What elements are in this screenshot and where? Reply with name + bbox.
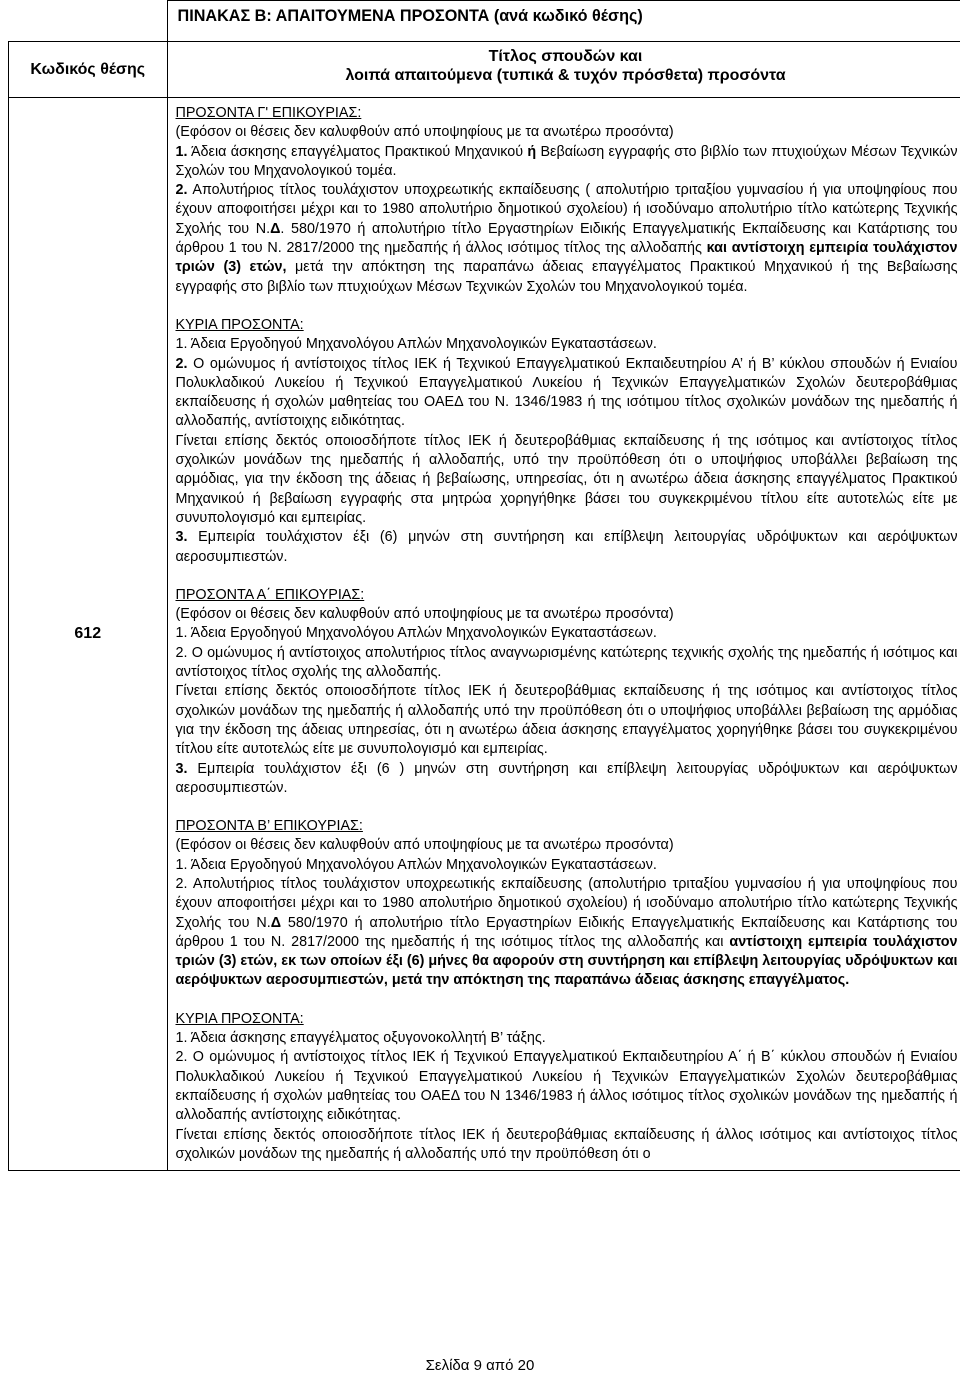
requirements-table	[8, 0, 960, 1171]
qualifications-cell	[167, 98, 960, 1171]
header-qualifications-line2: λοιπά απαιτούμενα (τυπικά & τυχόν πρόσθετα) προσόντα	[345, 67, 786, 84]
main-qualifications-2-item-2: 2. Ο ομώνυμος ή αντίστοιχος τίτλος ΙΕΚ ή Τεχνικού Επαγγελματικού Εκπαιδευτηρίου Α΄ ή Β΄ κύκλου σπουδών ή Ενιαίου Πολυκλαδικού Λυκείου ή Τεχνικού Επαγγελματικού Λυκείου ή Τεχνικών Επαγγελματικών Σχολών δευτεροβάθμιας εκπαίδευσης ή σχολών μαθητείας του ΟΑΕΔ του Ν 1346/1983 ή άλλος ισότιμος τίτλος σχολικών μονάδων της ημεδαπής ή αλλοδαπής αντίστοιχης ειδικότητας.	[175, 1049, 958, 1124]
title-spacer	[9, 1, 168, 42]
document-page	[8, 0, 958, 1171]
main-qualifications-2-heading: ΚΥΡΙΑ ΠΡΟΣΟΝΤΑ:	[175, 1010, 304, 1027]
section-a-item-3: 3. Εμπειρία τουλάχιστον έξι (6 ) μηνών στη συντήρηση και επίβλεψη λειτουργίας υδρόψυκτων και αερόψυκτων αεροσυμπιεστών.	[175, 760, 958, 796]
section-a-paragraph: Γίνεται επίσης δεκτός οποιοσδήποτε τίτλος ΙΕΚ ή δευτεροβάθμιας εκπαίδευσης ή της ισότιμος και αντίστοιχος τίτλος σχολικών μονάδων της ημεδαπής ή αλλοδαπής υπό την προϋπόθεση ότι ο υποψήφιος υποβάλλει βεβαίωση της αρμόδιας για την έκδοση της άδειας υπηρεσίας, ότι η ανωτέρω άδεια άσκησης επαγγέλματος χορηγήθηκε βάσει του συγκεκριμένου τίτλου είτε αυτοτελώς είτε με συνυπολογισμό και εμπειρίας.	[175, 683, 958, 758]
section-b-heading: ΠΡΟΣΟΝΤΑ Β’ ΕΠΙΚΟΥΡΙΑΣ:	[175, 818, 363, 835]
main-qualifications-item-2: 2. Ο ομώνυμος ή αντίστοιχος τίτλος ΙΕΚ ή Τεχνικού Επαγγελματικού Εκπαιδευτηρίου Α’ ή Β’ κύκλου σπουδών ή Ενιαίου Πολυκλαδικού Λυκείου ή Τεχνικού Επαγγελματικού Λυκείου ή Τεχνικών Επαγγελματικών Σχολών δευτεροβάθμιας εκπαίδευσης ή σχολών μαθητείας του ΟΑΕΔ του Ν. 1346/1983 ή της ισότιμου τίτλος σχολικών μονάδων της ημεδαπής ή αλλοδαπής, αντίστοιχης ειδικότητας.	[175, 355, 958, 430]
main-qualifications-heading: ΚΥΡΙΑ ΠΡΟΣΟΝΤΑ:	[175, 316, 304, 333]
page-number-footer: Σελίδα 9 από 20	[425, 1357, 535, 1374]
section-a-heading: ΠΡΟΣΟΝΤΑ Α΄ ΕΠΙΚΟΥΡΙΑΣ:	[175, 586, 365, 603]
section-b-item-2: 2. Απολυτήριος τίτλος τουλάχιστον υποχρεωτικής εκπαίδευσης (απολυτήριο τριταξίου γυμνασίου ή για υποψηφίους που έχουν αποφοιτήσει μέχρι και το 1980 απολυτήριο δημοτικού σχολείου) ή ισοδύναμο απολυτήριο τίτλο κατώτερης Τεχνικής Σχολής του Ν.Δ 580/1970 ή απολυτήριο τίτλο Εργαστηρίων Ειδικής Επαγγελματικής Εκπαίδευσης και Κατάρτισης του άρθρου 1 του Ν. 2817/2000 της ημεδαπής ή της ισότιμος τίτλος της αλλοδαπής και αντίστοιχη εμπειρία τουλάχιστον τριών (3) ετών, εκ των οποίων έξι (6) μήνες θα αφορούν στη συντήρηση και επίβλεψη λειτουργίας υδρόψυκτων και αερόψυκτων αεροσυμπιεστών, μετά την απόκτηση της παραπάνω άδειας άσκησης επαγγέλματος.	[175, 875, 958, 989]
main-qualifications-item-1: 1. Άδεια Εργοδηγού Μηχανολόγου Απλών Μηχανολογικών Εγκαταστάσεων.	[175, 336, 657, 353]
section-g-note: (Εφόσον οι θέσεις δεν καλυφθούν από υποψηφίους με τα ανωτέρω προσόντα)	[175, 124, 674, 141]
header-qualifications	[167, 42, 960, 98]
section-a-item-2: 2. Ο ομώνυμος ή αντίστοιχος απολυτήριος τίτλος αναγνωρισμένης κατώτερης τεχνικής σχολής της ημεδαπής ή ισότιμος και αντίστοιχος τίτλος σχολής της αλλοδαπής.	[175, 644, 958, 681]
header-qualifications-line1: Τίτλος σπουδών και	[488, 48, 643, 65]
section-a-item-1: 1. Άδεια Εργοδηγού Μηχανολόγου Απλών Μηχανολογικών Εγκαταστάσεων.	[175, 625, 657, 642]
table-title: ΠΙΝΑΚΑΣ Β: ΑΠΑΙΤΟΥΜΕΝΑ ΠΡΟΣΟΝΤΑ (ανά κωδικό θέσης)	[167, 1, 960, 42]
section-a-note: (Εφόσον οι θέσεις δεν καλυφθούν από υποψηφίους με τα ανωτέρω προσόντα)	[175, 606, 674, 623]
section-b-item-1: 1. Άδεια Εργοδηγού Μηχανολόγου Απλών Μηχανολογικών Εγκαταστάσεων.	[175, 856, 657, 873]
main-qualifications-item-3: 3. Εμπειρία τουλάχιστον έξι (6) μηνών στη συντήρηση και επίβλεψη λειτουργίας υδρόψυκτων και αερόψυκτων αεροσυμπιεστών.	[175, 529, 958, 565]
main-qualifications-paragraph: Γίνεται επίσης δεκτός οποιοσδήποτε τίτλος ΙΕΚ ή δευτεροβάθμιας εκπαίδευσης ή της ισότιμος και αντίστοιχος τίτλος σχολικών μονάδων της ημεδαπής ή αλλοδαπής, υπό την προϋπόθεση ότι ο υποψήφιος υποβάλλει βεβαίωση της αρμόδιας, για την έκδοση της άδειας ή βεβαίωσης, υπηρεσίας, ότι η ανωτέρω άδεια άσκησης επαγγέλματος Πρακτικού Μηχανικού ή βεβαίωση εγγραφής στα μητρώα χορηγήθηκε βάσει του συγκεκριμένου τίτλου είτε αυτοτελώς είτε με συνυπολογισμό και εμπειρίας.	[175, 432, 958, 526]
main-qualifications-2-item-1: 1. Άδεια άσκησης επαγγέλματος οξυγονοκολλητή Β’ τάξης.	[175, 1030, 546, 1047]
section-g-heading: ΠΡΟΣΟΝΤΑ Γ' ΕΠΙΚΟΥΡΙΑΣ:	[175, 105, 362, 121]
position-code-cell: 612	[9, 98, 168, 1171]
section-g-item-2: 2. Απολυτήριος τίτλος τουλάχιστον υποχρεωτικής εκπαίδευσης ( απολυτήριο τριταξίου γυμνασίου ή για υποψηφίους που έχουν αποφοιτήσει μέχρι και το 1980 απολυτήριο δημοτικού σχολείου) ή ισοδύναμο απολυτήριο τίτλο κατώτερης Τεχνικής Σχολής του Ν.Δ. 580/1970 ή απολυτήριο τίτλο Εργαστηρίων Ειδικής Επαγγελματικής Εκπαίδευσης και Κατάρτισης του άρθρου 1 του Ν. 2817/2000 της ημεδαπής ή άλλος ισότιμος τίτλος της αλλοδαπής και αντίστοιχη εμπειρία τουλάχιστον τριών (3) ετών, μετά την απόκτηση της παραπάνω άδειας επαγγέλματος Πρακτικού Μηχανικού ή της Βεβαίωσης εγγραφής στο βιβλίο των πτυχιούχων Μέσων Τεχνικών Σχολών του Μηχανολογικού τομέα.	[175, 182, 958, 295]
section-b-note: (Εφόσον οι θέσεις δεν καλυφθούν από υποψηφίους με τα ανωτέρω προσόντα)	[175, 837, 674, 854]
main-qualifications-2-paragraph: Γίνεται επίσης δεκτός οποιοσδήποτε τίτλος ΙΕΚ ή δευτεροβάθμιας εκπαίδευσης ή άλλος ισότιμος και αντίστοιχος τίτλος σχολικών μονάδων της ημεδαπής ή αλλοδαπής υπό την προϋπόθεση ότι ο	[175, 1126, 958, 1162]
header-position-code: Κωδικός θέσης	[9, 42, 168, 98]
section-g-item-1: 1. Άδεια άσκησης επαγγέλματος Πρακτικού Μηχανικού ή Βεβαίωση εγγραφής στο βιβλίο των πτυχιούχων Μέσων Τεχνικών Σχολών του Μηχανολογικού τομέα.	[175, 143, 958, 179]
